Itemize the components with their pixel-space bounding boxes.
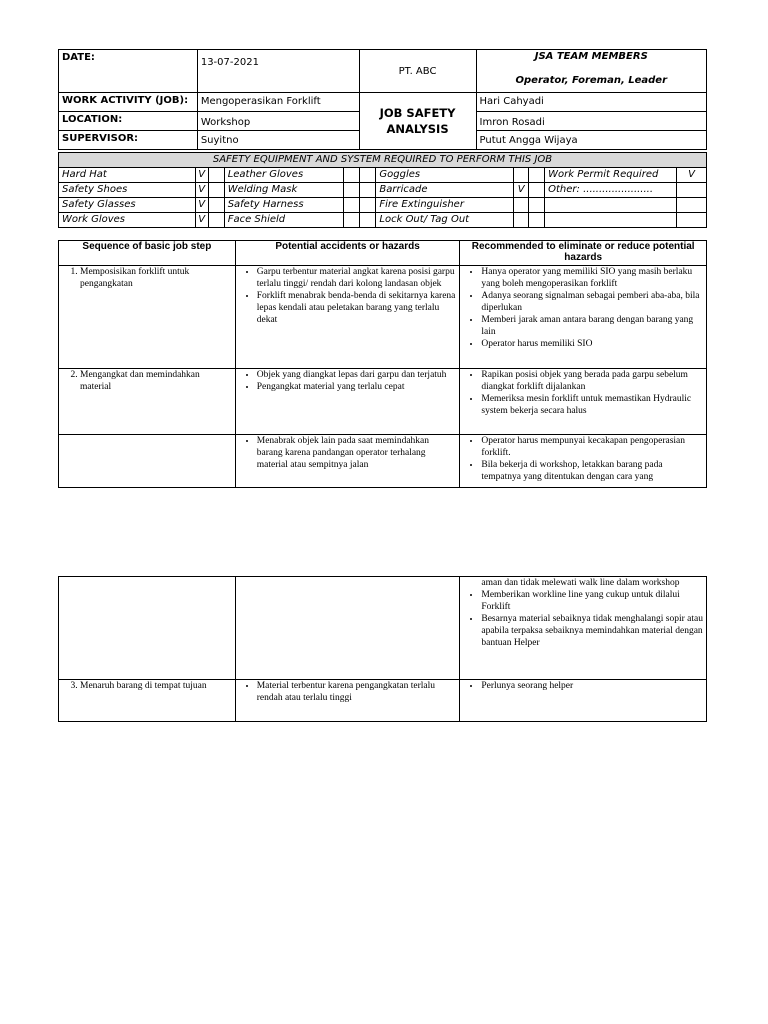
safety-check-mark <box>676 198 706 213</box>
control-2-1: • Rapikan posisi objek yang berada pada garpu sebelum diangkat forklift dijalankan <box>481 369 703 393</box>
control-2-6: • Besarnya material sebaiknya tidak menghalangi sopir atau apabila terpaksa sebaiknya memindahkan material dengan bantuan Helper <box>481 613 703 649</box>
safety-check-mark <box>344 168 360 183</box>
safety-check-mark <box>514 213 529 228</box>
safety-spacer-cell <box>529 168 545 183</box>
hazard-1-1: • Garpu terbentur material angkat karena posisi garpu terlalu tinggi/ rendah dari kolong landasan objek <box>257 266 457 290</box>
col-header-controls: Recommended to eliminate or reduce potential hazards <box>460 241 707 266</box>
team-title: JSA TEAM MEMBERS <box>534 51 648 62</box>
date-value: 13-07-2021 <box>197 50 359 93</box>
safety-item: Lock Out/ Tag Out <box>376 213 514 228</box>
safety-row <box>59 213 707 228</box>
team-member-2: Imron Rosadi <box>476 112 707 131</box>
team-roles: Operator, Foreman, Leader <box>515 75 667 86</box>
table-row <box>59 577 707 680</box>
safety-check-mark <box>344 213 360 228</box>
control-cont-text: aman dan tidak melewati walk line dalam workshop <box>481 578 680 588</box>
safety-item: Hard Hat <box>59 168 196 183</box>
hazard-2-2: • Pengangkat material yang terlalu cepat <box>257 381 457 393</box>
safety-item: Leather Gloves <box>224 168 344 183</box>
col-header-hazards: Potential accidents or hazards <box>235 241 460 266</box>
activity-value: Mengoperasikan Forklift <box>197 93 359 112</box>
safety-spacer-cell <box>208 213 224 228</box>
safety-item: Work Permit Required <box>545 168 677 183</box>
safety-spacer-cell <box>360 213 376 228</box>
safety-spacer-cell <box>529 183 545 198</box>
safety-spacer-cell <box>208 168 224 183</box>
safety-item: Safety Glasses <box>59 198 196 213</box>
safety-item: Safety Harness <box>224 198 344 213</box>
safety-check-mark <box>514 168 529 183</box>
safety-check-mark: V <box>195 213 208 228</box>
safety-item: Safety Shoes <box>59 183 196 198</box>
doc-title: JOB SAFETY ANALYSIS <box>359 93 476 150</box>
safety-item: Work Gloves <box>59 213 196 228</box>
safety-equipment-table <box>58 152 707 228</box>
safety-check-mark <box>344 198 360 213</box>
control-2-5: • Memberikan workline line yang cukup untuk dilalui Forklift <box>481 589 703 613</box>
safety-row <box>59 168 707 183</box>
control-1-3: • Memberi jarak aman antara barang dengan barang yang lain <box>481 314 703 338</box>
control-1-2: • Adanya seorang signalman sebagai pemberi aba-aba, bila diperlukan <box>481 290 703 314</box>
safety-row <box>59 198 707 213</box>
step-3: 3. Menaruh barang di tempat tujuan <box>80 680 232 692</box>
safety-row <box>59 183 707 198</box>
safety-check-mark <box>676 213 706 228</box>
safety-check-mark: V <box>676 168 706 183</box>
safety-item: Welding Mask <box>224 183 344 198</box>
safety-check-mark <box>344 183 360 198</box>
table-row <box>59 435 707 488</box>
safety-item: Fire Extinguisher <box>376 198 514 213</box>
location-value: Workshop <box>197 112 359 131</box>
safety-item <box>545 213 677 228</box>
safety-spacer-cell <box>529 198 545 213</box>
col-header-steps: Sequence of basic job step <box>59 241 236 266</box>
control-1-4: • Operator harus memiliki SIO <box>481 338 703 350</box>
control-2-2: • Memeriksa mesin forklift untuk memastikan Hydraulic system bekerja secara halus <box>481 393 703 417</box>
safety-item: Goggles <box>376 168 514 183</box>
step-2: 2. Mengangkat dan memindahkan material <box>80 369 232 393</box>
team-member-1: Hari Cahyadi <box>476 93 707 112</box>
safety-item: Face Shield <box>224 213 344 228</box>
safety-item: Barricade <box>376 183 514 198</box>
safety-check-mark <box>676 183 706 198</box>
table-row <box>59 369 707 435</box>
safety-item <box>545 198 677 213</box>
safety-spacer-cell <box>360 168 376 183</box>
control-3-1: • Perlunya seorang helper <box>481 680 703 692</box>
table-row <box>59 680 707 722</box>
safety-item: Other: ...................... <box>545 183 677 198</box>
job-steps-table <box>58 240 707 488</box>
safety-spacer-cell <box>360 183 376 198</box>
safety-check-mark: V <box>195 183 208 198</box>
step-1: 1. Memposisikan forklift untuk pengangkatan <box>80 266 232 290</box>
supervisor-label: SUPERVISOR: <box>59 131 198 150</box>
location-label: LOCATION: <box>59 112 198 131</box>
table-row <box>59 266 707 369</box>
safety-check-mark <box>514 198 529 213</box>
team-member-3: Putut Angga Wijaya <box>476 131 707 150</box>
header-table <box>58 49 707 150</box>
hazard-2-1: • Objek yang diangkat lepas dari garpu dan terjatuh <box>257 369 457 381</box>
control-1-1: • Hanya operator yang memiliki SIO yang masih berlaku yang boleh mengoperasikan forklift <box>481 266 703 290</box>
date-label: DATE: <box>59 50 198 93</box>
continuation-table <box>58 576 707 722</box>
control-2-3: • Operator harus mempunyai kecakapan pengoperasian forklift. <box>481 435 703 459</box>
safety-check-mark: V <box>195 198 208 213</box>
supervisor-value: Suyitno <box>197 131 359 150</box>
control-2-4: • Bila bekerja di workshop, letakkan barang pada tempatnya yang ditentukan dengan cara yang <box>481 459 703 483</box>
safety-check-mark: V <box>195 168 208 183</box>
company-name: PT. ABC <box>359 50 476 93</box>
hazard-2-3: • Menabrak objek lain pada saat memindahkan barang karena pandangan operator terhalang material atau sempitnya jalan <box>257 435 457 471</box>
safety-spacer-cell <box>360 198 376 213</box>
team-header <box>476 50 707 93</box>
hazard-3-1: • Material terbentur karena pengangkatan terlalu rendah atau terlalu tinggi <box>257 680 457 704</box>
activity-label: WORK ACTIVITY (JOB): <box>59 93 198 112</box>
safety-spacer-cell <box>208 183 224 198</box>
safety-check-mark: V <box>514 183 529 198</box>
safety-spacer-cell <box>208 198 224 213</box>
hazard-1-2: • Forklift menabrak benda-benda di sekitarnya karena lepas kendali atau peletakan barang yang terlalu dekat <box>257 290 457 326</box>
safety-spacer-cell <box>529 213 545 228</box>
safety-title: SAFETY EQUIPMENT AND SYSTEM REQUIRED TO PERFORM THIS JOB <box>59 153 707 168</box>
